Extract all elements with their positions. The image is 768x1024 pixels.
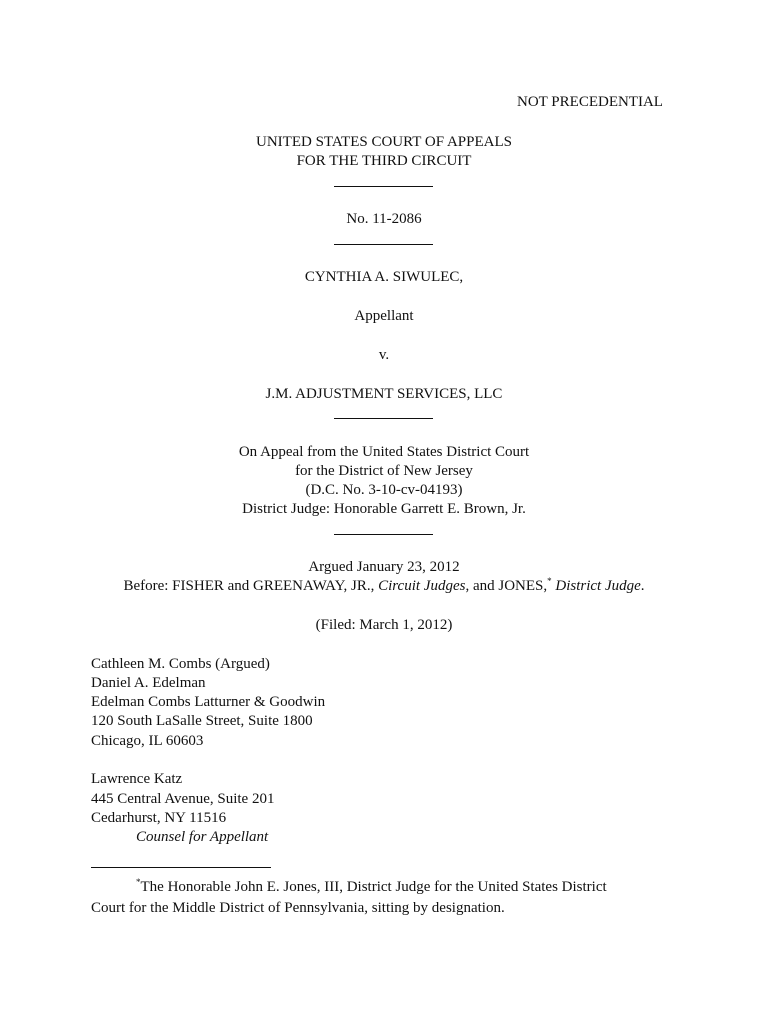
footnote-mark: *: [136, 877, 141, 887]
precedential-status: NOT PRECEDENTIAL: [517, 94, 663, 110]
counsel-line: 445 Central Avenue, Suite 201: [91, 791, 275, 807]
court-name-line2: FOR THE THIRD CIRCUIT: [296, 153, 472, 169]
versus: v.: [378, 347, 390, 363]
panel-period: .: [640, 578, 645, 594]
filed-date: (Filed: March 1, 2012): [315, 617, 453, 633]
footnote-rule: [91, 867, 271, 868]
footnote-reference: *: [547, 576, 552, 586]
counsel-line: Edelman Combs Latturner & Goodwin: [91, 694, 326, 710]
counsel-line: 120 South LaSalle Street, Suite 1800: [91, 713, 313, 729]
panel-and-jones: , and JONES,: [465, 578, 548, 594]
panel-line: [0, 577, 768, 596]
argued-date: Argued January 23, 2012: [308, 559, 460, 575]
counsel-line: Daniel A. Edelman: [91, 675, 206, 691]
appellant-role: Appellant: [354, 308, 414, 324]
appeal-origin-line1: On Appeal from the United States District Court: [238, 444, 530, 460]
circuit-judges-label: Circuit Judges: [378, 578, 466, 594]
district-judge-label: District Judge: [551, 578, 641, 594]
appellee-name: J.M. ADJUSTMENT SERVICES, LLC: [265, 386, 503, 402]
appellant-name: CYNTHIA A. SIWULEC,: [304, 269, 464, 285]
appeal-origin-line2: for the District of New Jersey: [295, 463, 473, 479]
counsel-line: Chicago, IL 60603: [91, 733, 204, 749]
court-name-line1: UNITED STATES COURT OF APPEALS: [256, 134, 512, 150]
counsel-role: Counsel for Appellant: [136, 829, 269, 845]
footnote-line1: [136, 878, 607, 897]
footnote-text-line1: The Honorable John E. Jones, III, District Judge for the United States District: [140, 879, 607, 895]
counsel-line: Cathleen M. Combs (Argued): [91, 656, 270, 672]
counsel-line: Lawrence Katz: [91, 771, 183, 787]
district-judge: District Judge: Honorable Garrett E. Brown, Jr.: [242, 501, 526, 517]
separator-rule: [334, 534, 433, 535]
footnote-text-line2: Court for the Middle District of Pennsylvania, sitting by designation.: [91, 900, 505, 916]
district-court-number: (D.C. No. 3-10-cv-04193): [305, 482, 463, 498]
counsel-line: Cedarhurst, NY 11516: [91, 810, 227, 826]
case-number: No. 11-2086: [346, 211, 422, 227]
separator-rule: [334, 186, 433, 187]
separator-rule: [334, 244, 433, 245]
panel-prefix: Before: FISHER and GREENAWAY, JR.,: [123, 578, 379, 594]
separator-rule: [334, 418, 433, 419]
